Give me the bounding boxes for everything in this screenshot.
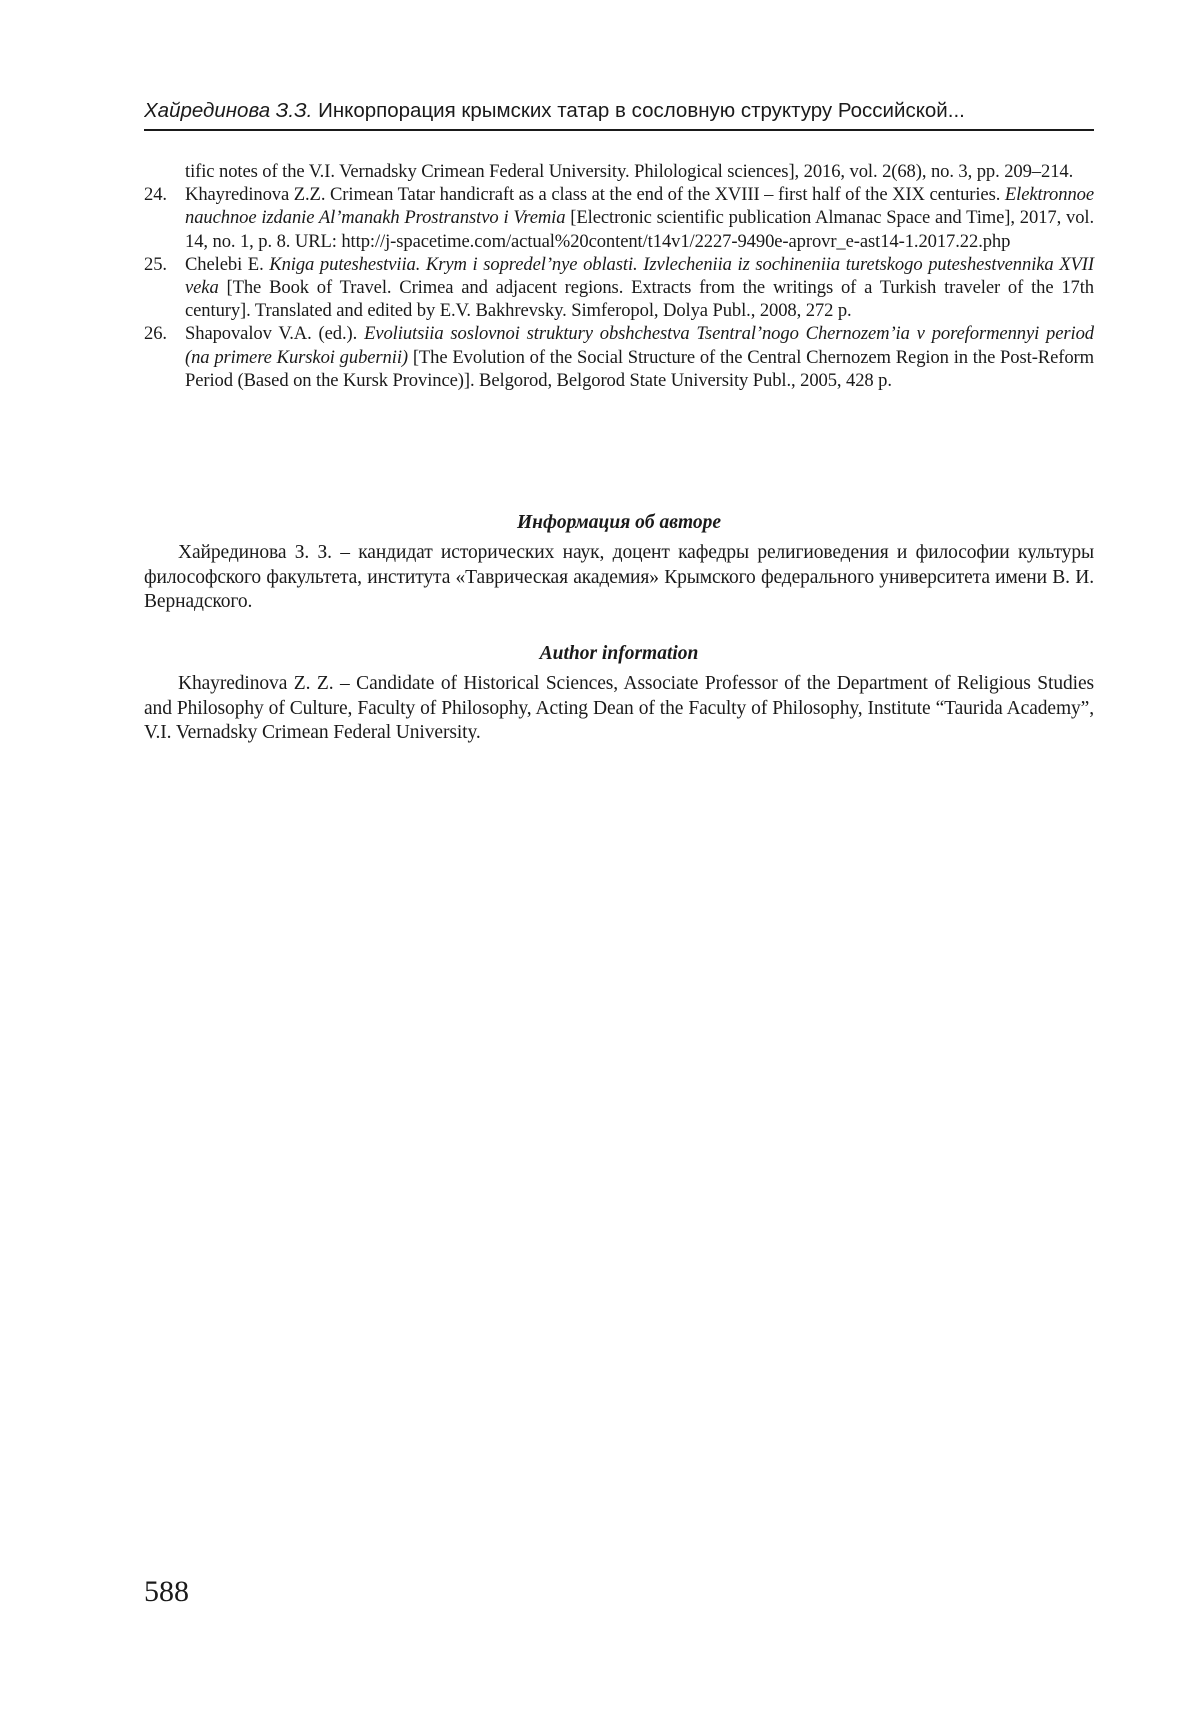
reference-item: [144, 322, 1094, 392]
reference-text-part: [The Book of Travel. Crimea and adjacent regions. Extracts from the writings of a Turkish traveler of the 17th century]. Translated and edited by E.V. Bakhrevsky. Simferopol, Dolya Publ., 2008, 272 p.: [185, 277, 1094, 322]
reference-number: 26.: [144, 323, 167, 345]
reference-number: 24.: [144, 184, 167, 206]
reference-text-part: [Electronic scientific publication Almanac Space and Time], 2017, vol. 14, no. 1, p. 8. URL: http://j-spacetime.com/actual%20content/t14v1/2227-9490e-aprovr_e-ast14-1.2017.22.php: [185, 207, 1095, 252]
running-head-author: Хайрединова З.З.: [144, 99, 313, 122]
reference-text: [185, 322, 1094, 392]
reference-text-part: Shapovalov V.A. (ed.).: [185, 323, 365, 345]
reference-source-title: Evoliutsiia soslovnoi struktury obshchestva Tsentral’nogo Chernozem’ia v poreformennyi period (na primere Kurskoi gubernii): [185, 323, 1094, 368]
reference-text: [185, 183, 1094, 253]
reference-text-part: Khayredinova Z.Z. Crimean Tatar handicraft as a class at the end of the XVIII – first half of the XIX centuries.: [185, 184, 1005, 206]
page-number: 588: [144, 1575, 189, 1608]
author-info-en-heading: Author information: [539, 643, 699, 664]
reference-text: [185, 253, 1094, 323]
reference-text-part: tific notes of the V.I. Vernadsky Crimean Federal University. Philological sciences], 2016, vol. 2(68), no. 3, pp. 209–214.: [185, 161, 1074, 182]
reference-list: [144, 160, 1094, 392]
reference-text-part: Chelebi E.: [185, 253, 270, 275]
author-info-ru-text: Хайрединова З. З. – кандидат исторических наук, доцент кафедры религиоведения и философии культуры философского факультета, института «Таврическая академия» Крымского федерального университета имени В. И. Вернадского.: [144, 542, 1094, 612]
reference-source-title: Elektronnoe nauchnoe izdanie Al’manakh Prostranstvo i Vremia: [185, 184, 1094, 229]
reference-number: 25.: [144, 253, 167, 275]
header-rule: [144, 129, 1094, 131]
reference-item: [144, 183, 1094, 253]
reference-text: [185, 160, 1094, 183]
running-head: [144, 98, 1094, 124]
reference-item: [144, 160, 1094, 183]
author-info-en-text: Khayredinova Z. Z. – Candidate of Historical Sciences, Associate Professor of the Department of Religious Studies and Philosophy of Culture, Faculty of Philosophy, Acting Dean of the Faculty of Philosophy, Institute “Taurida Academy”, V.I. Vernadsky Crimean Federal University.: [144, 673, 1094, 743]
reference-source-title: Kniga puteshestviia. Krym i sopredel’nye oblasti. Izvlecheniia iz sochineniia turetskogo puteshestvennika XVII veka: [185, 253, 1094, 299]
author-info-ru-heading: Информация об авторе: [516, 512, 722, 533]
running-head-title: Инкорпорация крымских татар в сословную структуру Российской...: [318, 99, 965, 122]
reference-text-part: [The Evolution of the Social Structure of the Central Chernozem Region in the Post-Reform Period (Based on the Kursk Province)]. Belgorod, Belgorod State University Publ., 2005, 428 p.: [185, 346, 1094, 391]
reference-item: [144, 253, 1094, 323]
